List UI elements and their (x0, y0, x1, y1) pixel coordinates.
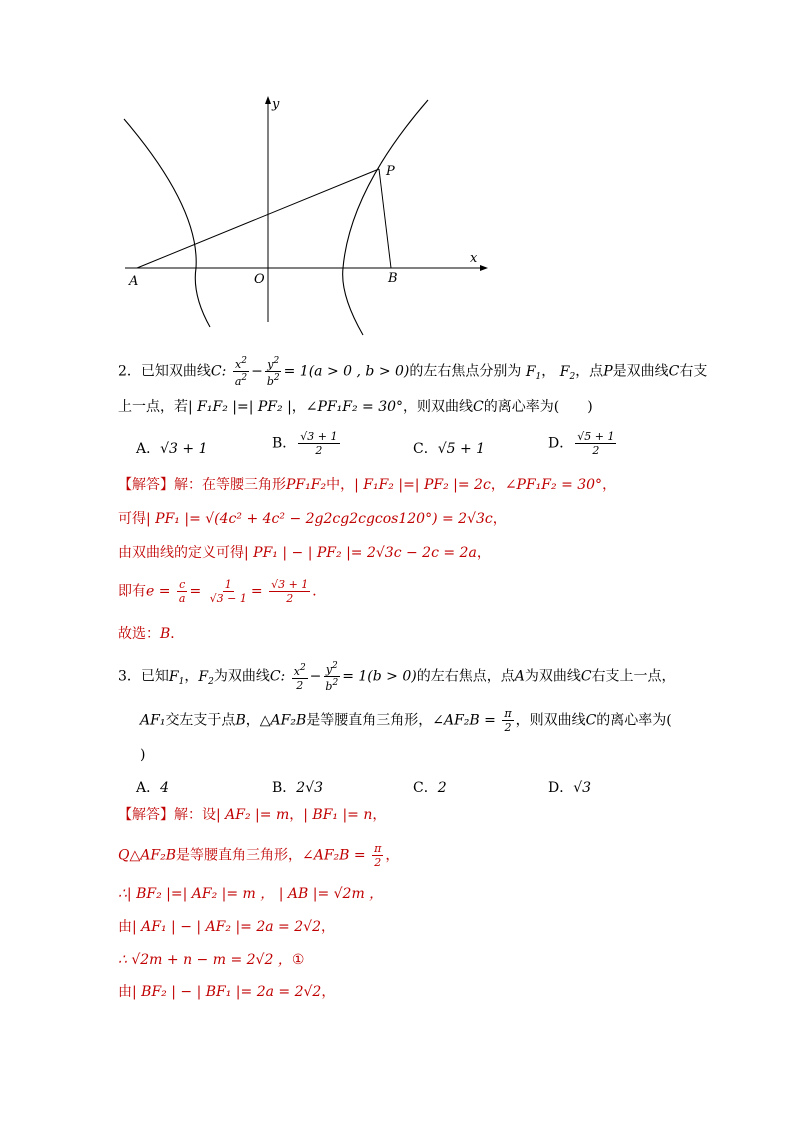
q3-stem-line2: AF₁交左支于点B，△AF₂B是等腰直角三角形，∠AF₂B = $\frac{\pi}{2}$ ，则双曲线C的离心率为( (140, 707, 672, 734)
q3-answer-line1: 【解答】解：设| AF₂ |= m，| BF₁ |= n， (118, 807, 387, 823)
q2-text-b: 的左右焦点分别为 (409, 363, 522, 380)
label-b: B (388, 271, 398, 286)
q3-answer-line6: 由| BF₂ | − | BF₁ |= 2a = 2√2， (118, 984, 336, 1000)
q3-stem-line1: 3．已知$F_1$，$F_2$为双曲线C: $\frac{x^2}{2}$ − $\frac{y^2}{b^2}$ = 1(b > 0)的左右焦点，点A为双曲线C右支上一点， (118, 661, 676, 693)
q2-answer-tag: 【解答】 (118, 477, 174, 493)
hyperbola-left-branch (124, 119, 210, 327)
q2-option-d[interactable]: D． $\frac{√5 + 1}{2}$ (548, 430, 615, 457)
q2-answer-line5: 故选：B． (118, 626, 185, 642)
q2-cond1: | F₁F₂ |=| PF₂ | (188, 399, 292, 415)
q2-line2-a: 上一点，若 (118, 399, 188, 415)
q2-fraction-x: $\frac{x^2}{a^2}$ (234, 356, 248, 388)
q3-answer-line3: ∴| BF₂ |=| AF₂ |= m ， | AB |= √2m ， (118, 886, 384, 902)
q2-answer-line4: 即有e = $\frac{c}{a}$ = $\frac{1}{√3 - 1}$ = $\frac{√3 + 1}{2}$ ． (118, 578, 327, 605)
q3-answer-line2: Q△AF₂B是等腰直角三角形，∠AF₂B = $\frac{\pi}{2}$ ， (118, 842, 400, 869)
q2-f2: $F_2$ (559, 363, 576, 382)
segment-pb (379, 169, 391, 268)
q2-point-p: P (603, 363, 613, 380)
hyperbola-figure (110, 90, 490, 340)
q3-fraction-y: $\frac{y^2}{b^2}$ (325, 661, 339, 693)
label-p: P (386, 164, 395, 179)
q2-curve: C (210, 363, 222, 380)
q3-option-a[interactable]: A．4 (136, 780, 170, 796)
q3-answer-tag: 【解答】 (118, 807, 174, 823)
q2-text-e: 右支 (679, 363, 708, 380)
q2-cond2: ∠PF₁F₂ = 30° (305, 399, 404, 415)
q2-option-c[interactable]: C．√5 + 1 (413, 441, 486, 457)
circled-one-marker: ① (291, 952, 305, 968)
q2-answer-line3: 由双曲线的定义可得| PF₁ | − | PF₂ |= 2√3c − 2c = 2a， (118, 545, 491, 561)
q3-answer-line4: 由| AF₁ | − | AF₂ |= 2a = 2√2， (118, 919, 335, 935)
q2-text-a: 已知双曲线 (140, 363, 211, 380)
q2-equation: = 1(a > 0 , b > 0) (283, 363, 410, 380)
segment-ap (137, 169, 379, 268)
q2-option-a[interactable]: A．√3 + 1 (136, 441, 208, 457)
q3-fraction-x: $\frac{x^2}{2}$ (293, 662, 306, 692)
q3-option-b[interactable]: B．2√3 (272, 780, 324, 796)
q2-line2-b: ，则双曲线 (403, 399, 474, 415)
q2-option-b[interactable]: B． $\frac{√3 + 1}{2}$ (272, 430, 338, 457)
q2-line2-c: 的离心率为( ) (483, 399, 593, 415)
q3-answer-line5: ∴ √2m + n − m = 2√2 ，① (118, 952, 305, 968)
q3-stem-line3: ) (140, 747, 146, 763)
q3-option-c[interactable]: C．2 (413, 780, 447, 796)
q2-answer-line2: 可得| PF₁ |= √(4c² + 4c² − 2g2cg2cgcos120°) = 2√3c， (118, 511, 507, 527)
x-axis-arrow-icon (480, 265, 488, 271)
q2-number: 2． (118, 363, 141, 380)
q3-number: 3． (118, 668, 141, 685)
label-x: x (470, 251, 478, 266)
label-a: A (129, 274, 139, 289)
y-axis-arrow-icon (265, 96, 271, 104)
label-o: O (254, 272, 265, 287)
q2-stem-line1: 2．已知双曲线C: $\frac{x^2}{a^2}$ − $\frac{y^2}{b^2}$ = 1(a > 0 , b > 0)的左右焦点分别为 $F_1$， $F_2$，点P是双曲线C右支 (118, 356, 708, 388)
q2-text-d: 是双曲线 (612, 363, 669, 380)
q2-stem-line2: 上一点，若| F₁F₂ |=| PF₂ |，∠PF₁F₂ = 30°，则双曲线C的离心率为( ) (118, 399, 593, 415)
q2-f1: $F_1$ (525, 363, 542, 382)
label-y: y (272, 97, 280, 112)
q2-fraction-y: $\frac{y^2}{b^2}$ (266, 356, 280, 388)
q3-option-d[interactable]: D．√3 (548, 780, 592, 796)
q2-text-c: ，点 (575, 363, 604, 380)
q2-answer-line1: 【解答】解：在等腰三角形PF₁F₂中，| F₁F₂ |=| PF₂ |= 2c，∠PF₁F₂ = 30°， (118, 477, 617, 493)
